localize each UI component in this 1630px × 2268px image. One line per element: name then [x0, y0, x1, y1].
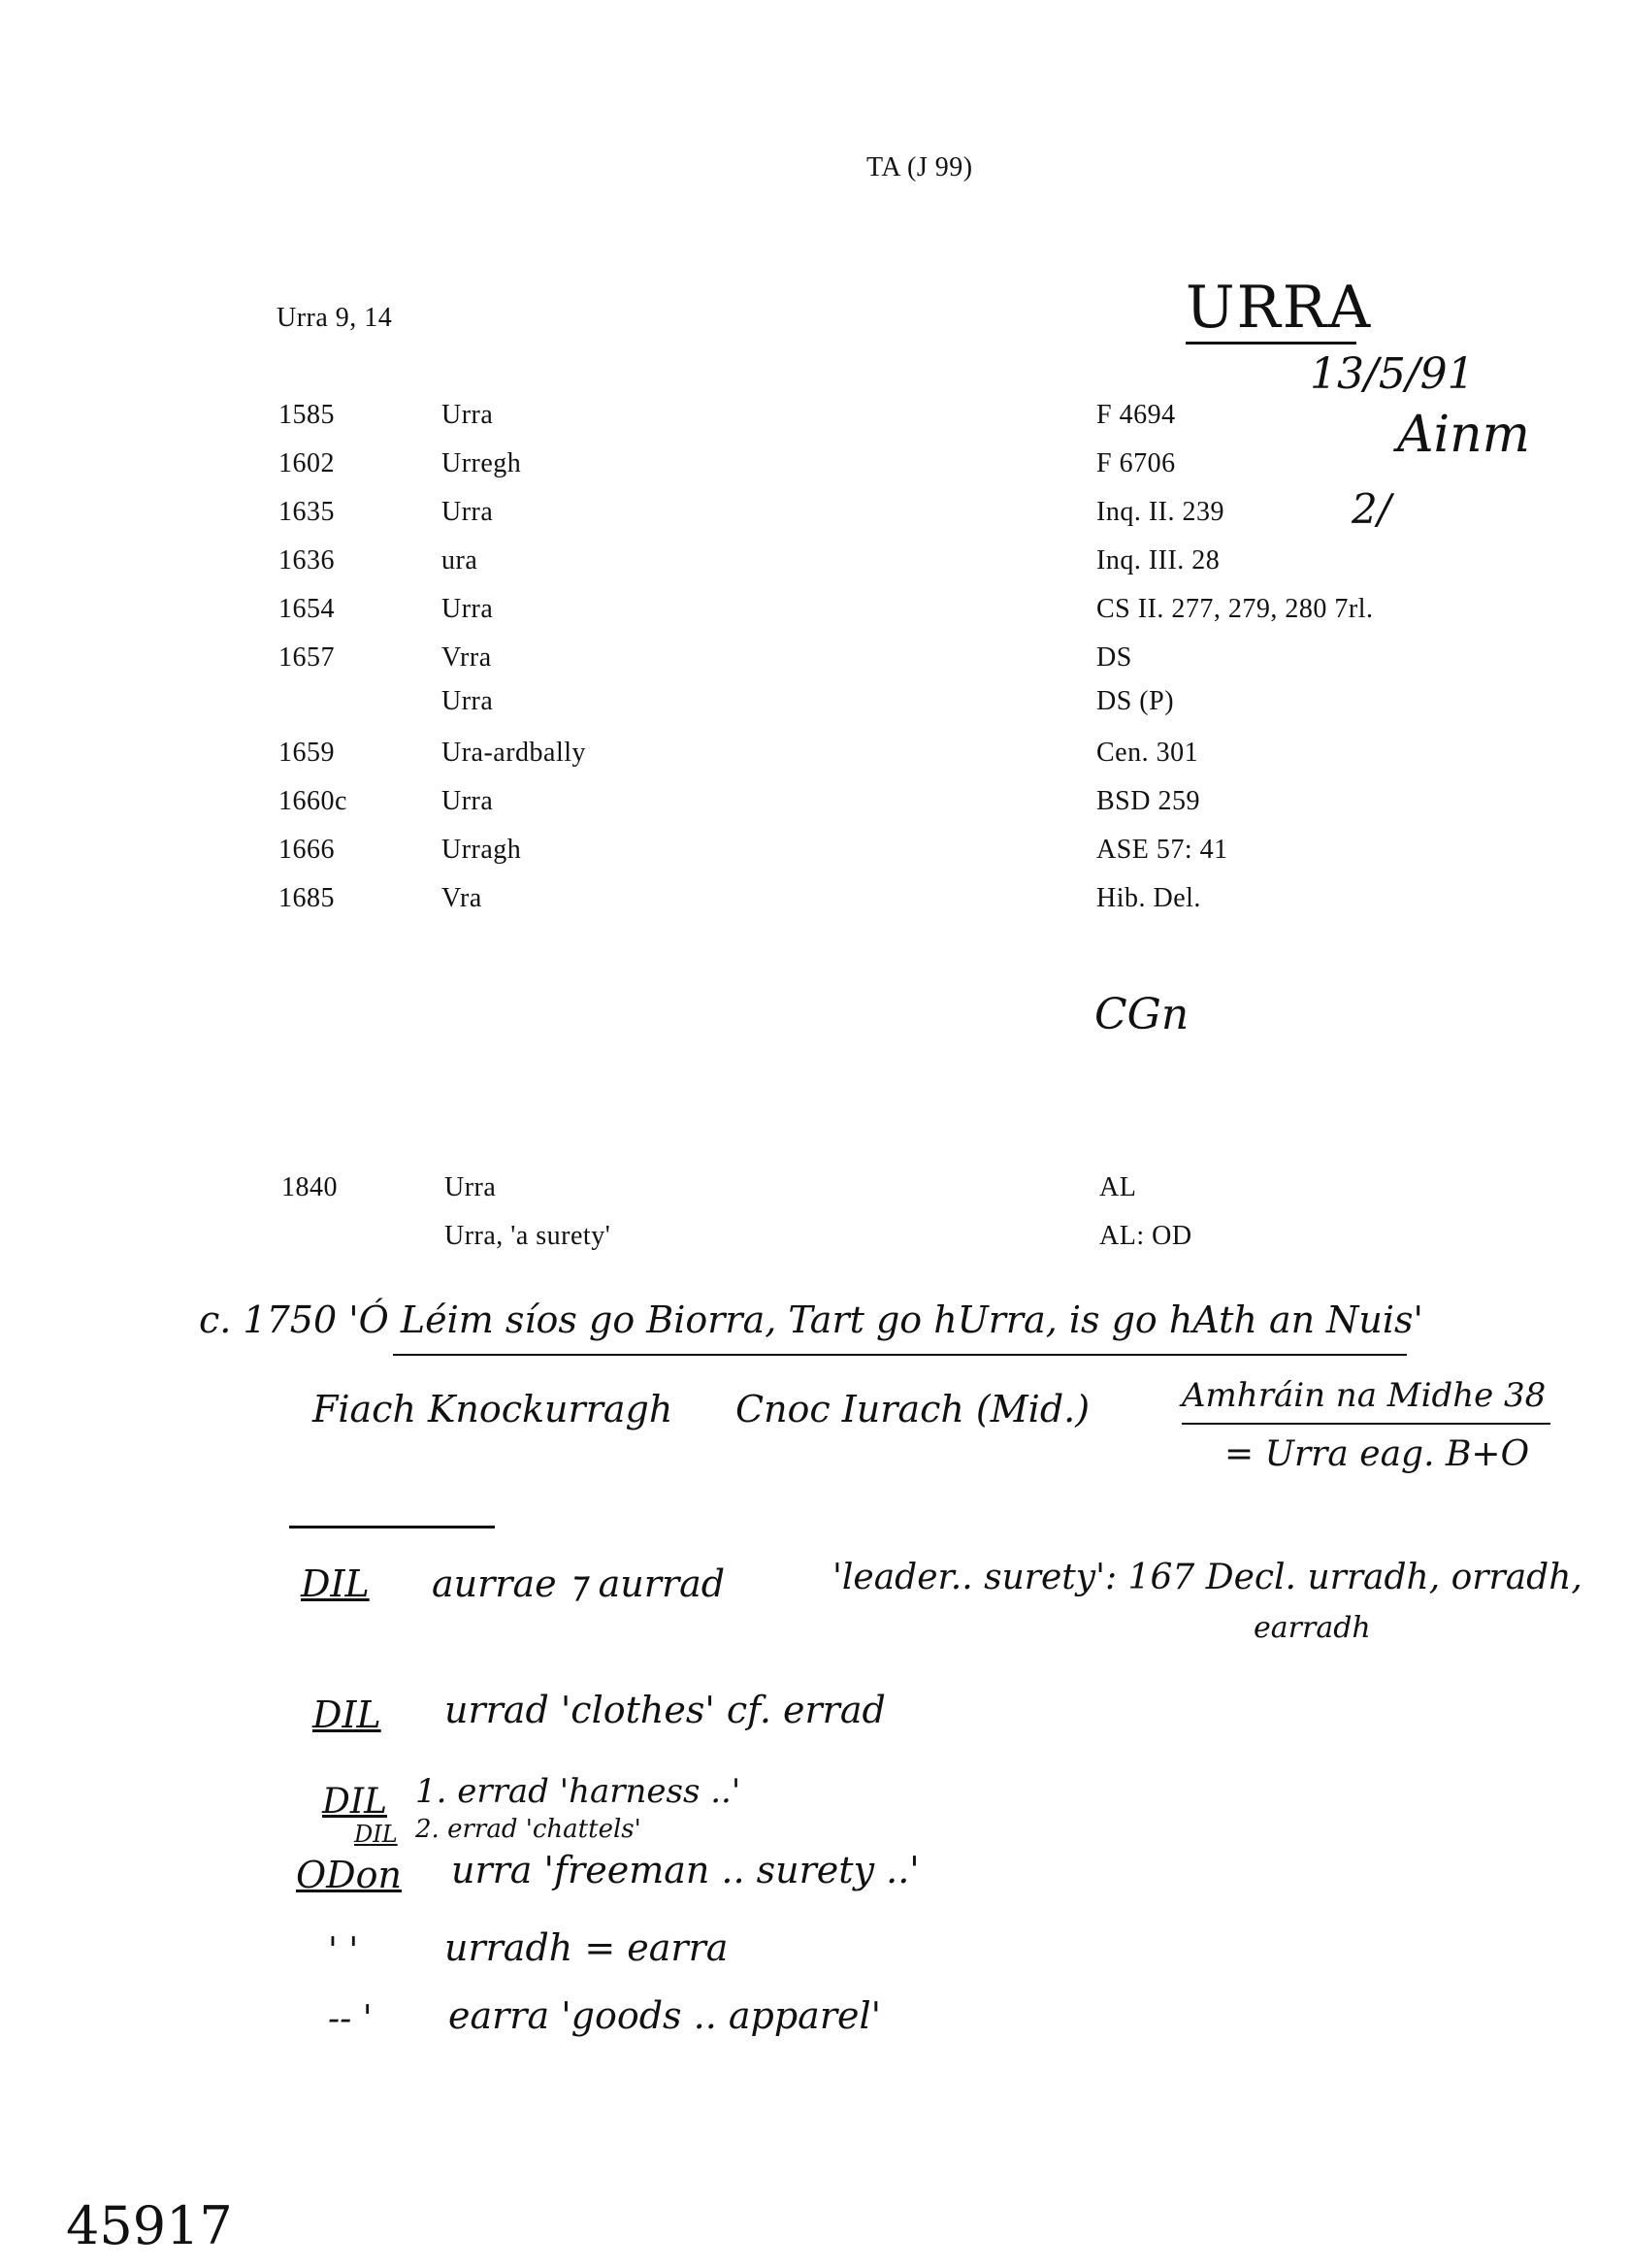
form-source: AL: OD	[1099, 1221, 1192, 1251]
form-year: 1636	[278, 545, 335, 575]
form-year: 1657	[278, 642, 335, 673]
dil-label-1: DIL	[301, 1562, 370, 1605]
form-name: Vra	[441, 883, 482, 913]
quote-line: c. 1750 'Ó Léim síos go Biorra, Tart go hUrra, is go hAth an Nuis'	[199, 1298, 1423, 1341]
category-annotation: Ainm	[1397, 406, 1530, 464]
dil-label-3: DIL	[322, 1782, 387, 1822]
heading-annotation: URRA	[1186, 274, 1373, 342]
quote-underline	[393, 1354, 1407, 1356]
section-divider	[289, 1526, 495, 1528]
odon-entry: urra 'freeman .. surety ..'	[451, 1849, 920, 1891]
form-source: Inq. III. 28	[1096, 545, 1221, 575]
form-name: Urra	[441, 786, 494, 816]
form-year: 1840	[281, 1172, 338, 1202]
form-source: AL	[1099, 1172, 1137, 1202]
form-year: 1660c	[278, 786, 347, 816]
form-name: Urra	[441, 400, 494, 430]
reference-number: 45917	[66, 2195, 233, 2256]
ditto-mark-1: ' '	[328, 1931, 359, 1971]
dil-entry-3: 1. errad 'harness ..'	[415, 1772, 741, 1811]
odon-label: ODon	[296, 1854, 402, 1896]
form-name: Urra	[441, 686, 494, 716]
form-name: Urra, 'a surety'	[444, 1221, 611, 1251]
ditto-entry-2: earra 'goods .. apparel'	[448, 1994, 882, 2037]
mark-annotation: 2/	[1352, 485, 1391, 533]
form-year: 1685	[278, 883, 335, 913]
placename-title: Urra 9, 14	[277, 303, 393, 333]
amhrain-underline	[1182, 1423, 1550, 1425]
form-name: Urra	[441, 594, 494, 624]
form-source: DS	[1096, 642, 1132, 673]
heading-underline	[1186, 342, 1356, 345]
form-source: F 4694	[1096, 400, 1176, 430]
knockurragh-note: Fiach Knockurragh	[312, 1388, 673, 1430]
form-source: BSD 259	[1096, 786, 1200, 816]
ditto-entry-1: urradh = earra	[444, 1926, 729, 1969]
form-year: 1635	[278, 497, 335, 527]
dil-entry-1: aurrae ⁊ aurrad	[432, 1562, 726, 1605]
form-source: Hib. Del.	[1096, 883, 1201, 913]
amhrain-reference: Amhráin na Midhe 38	[1182, 1376, 1547, 1415]
cnoc-iurach-note: Cnoc Iurach (Mid.)	[735, 1388, 1091, 1430]
form-name: Vrra	[441, 642, 492, 673]
form-source: Cen. 301	[1096, 738, 1199, 768]
form-source: Inq. II. 239	[1096, 497, 1224, 527]
dil-gloss-1: 'leader.. surety': 167 Decl. urradh, orradh,	[832, 1558, 1582, 1597]
form-year: 1602	[278, 448, 335, 478]
document-code: TA (J 99)	[866, 152, 973, 182]
cgn-annotation: CGn	[1094, 990, 1190, 1039]
form-source: ASE 57: 41	[1096, 835, 1228, 865]
form-source: DS (P)	[1096, 686, 1175, 716]
form-source: CS II. 277, 279, 280 7rl.	[1096, 594, 1374, 624]
dil-entry-2: urrad 'clothes' cf. errad	[444, 1689, 886, 1731]
form-name: Urra	[441, 497, 494, 527]
dil-entry-4: 2. errad 'chattels'	[415, 1815, 641, 1844]
form-year: 1659	[278, 738, 335, 768]
form-name: Urregh	[441, 448, 522, 478]
ditto-mark-2: -- '	[328, 1999, 373, 2039]
form-year: 1585	[278, 400, 335, 430]
form-source: F 6706	[1096, 448, 1176, 478]
dil-cont-1: earradh	[1254, 1611, 1371, 1645]
form-name: ura	[441, 545, 478, 575]
date-annotation: 13/5/91	[1310, 349, 1475, 399]
urra-edition-note: = Urra eag. B+O	[1224, 1434, 1530, 1474]
dil-label-2: DIL	[312, 1693, 381, 1736]
form-name: Ura-ardbally	[441, 738, 587, 768]
dil-label-4: DIL	[354, 1821, 398, 1848]
form-year: 1666	[278, 835, 335, 865]
form-year: 1654	[278, 594, 335, 624]
form-name: Urra	[444, 1172, 497, 1202]
form-name: Urragh	[441, 835, 522, 865]
